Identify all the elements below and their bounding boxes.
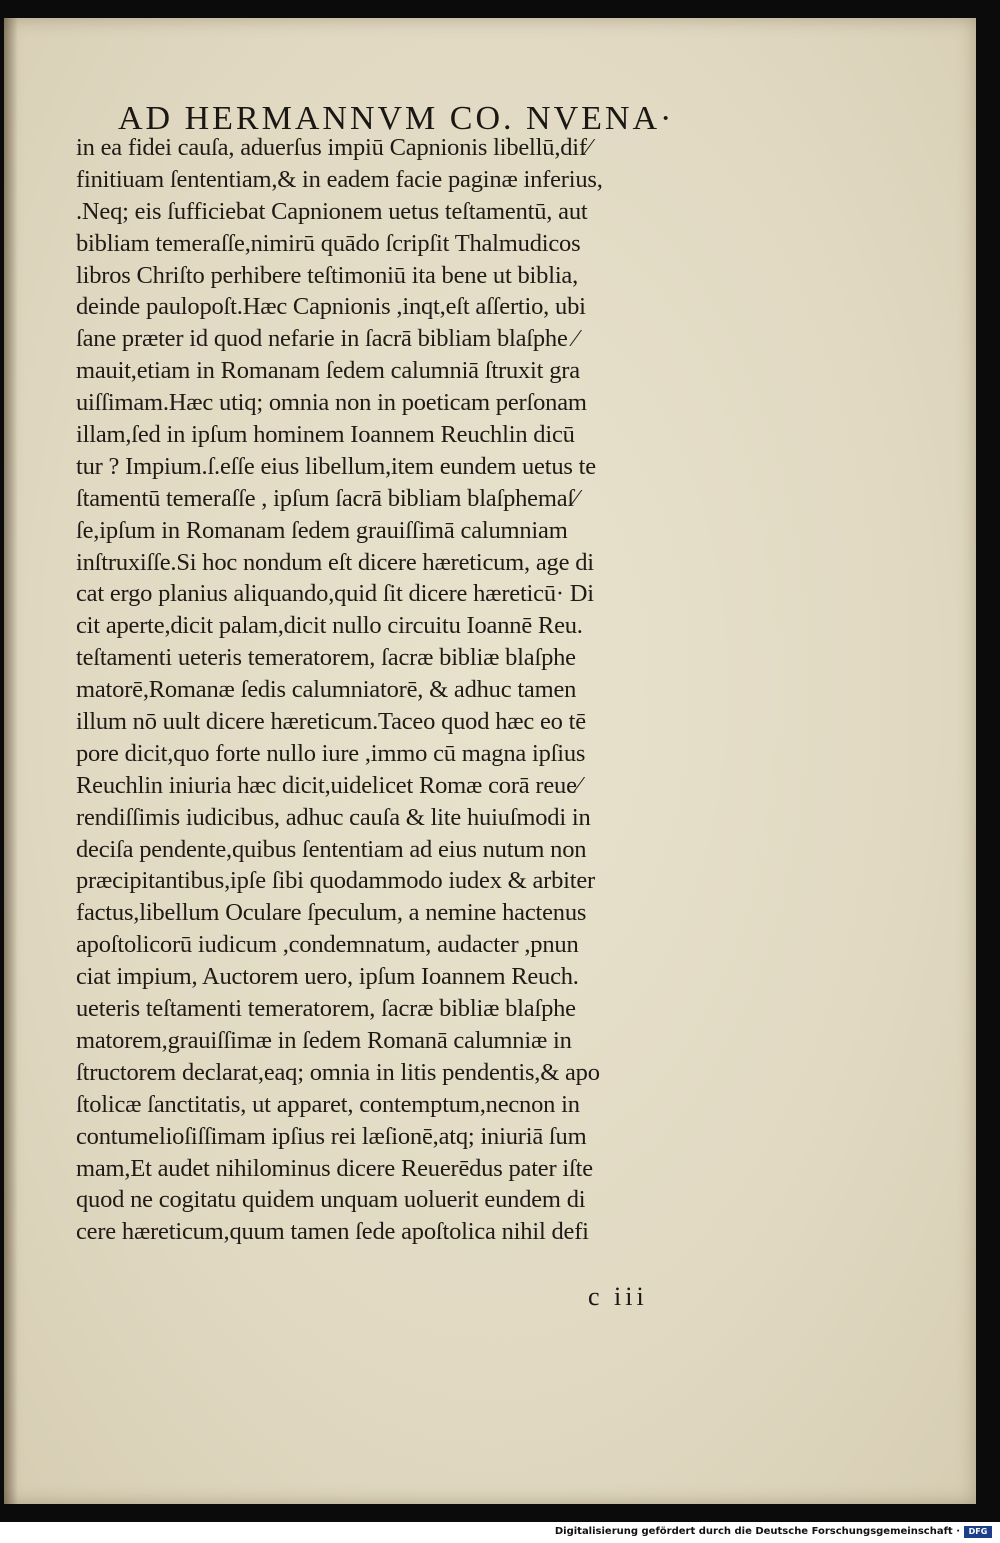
text-line: ciat impium, Auctorem uero, ipſum Ioannem Reuch. [76,963,579,991]
text-line: factus,libellum Oculare ſpeculum, a nemine hactenus [76,899,587,927]
text-line: præcipitantibus,ipſe ſibi quodammodo iudex & arbiter [76,867,595,895]
text-line: ſtructorem declarat,eaq; omnia in litis pendentis,& apo [76,1058,600,1086]
text-line: deinde paulopoſt.Hæc Capnionis ,inqt,eſt aſſertio, ubi [76,293,586,321]
text-line: cit aperte,dicit palam,dicit nullo circuitu Ioannē Reu. [76,612,583,640]
text-line: contumelioſiſſimam ipſius rei læſionē,atq; iniuriā ſum [76,1122,587,1150]
funding-note: Digitalisierung gefördert durch die Deutsche Forschungsgemeinschaft · [554,1526,960,1537]
text-line: tur ? Impium.ſ.eſſe eius libellum,item eundem uetus te [76,452,596,480]
signature-mark: c iii [588,1282,648,1311]
text-line: ſtamentū temeraſſe , ipſum ſacrā bibliam blaſphemaſ⁄ [76,484,578,512]
text-line: finitiuam ſententiam,& in eadem facie paginæ inferius, [76,165,603,193]
text-line: cere hæreticum,quum tamen ſede apoſtolica nihil defi [76,1218,589,1246]
text-line: deciſa pendente,quibus ſententiam ad eius nutum non [76,835,587,863]
text-line: mauit,etiam in Romanam ſedem calumniā ſtruxit gra [76,357,580,385]
text-line: teſtamenti ueteris temeratorem, ſacræ bibliæ blaſphe [76,644,576,672]
text-line: matorem,grauiſſimæ in ſedem Romanā calumniæ in [76,1026,572,1054]
text-line: quod ne cogitatu quidem unquam uoluerit eundem di [76,1186,586,1214]
body-text [76,132,716,1248]
text-line: libros Chriſto perhibere teſtimoniū ita bene ut biblia, [76,261,579,289]
text-line: cat ergo planius aliquando,quid ſit dicere hæreticū· Di [76,580,594,608]
text-line: illum nō uult dicere hæreticum.Taceo quod hæc eo tē [76,708,586,736]
text-line: rendiſſimis iudicibus, adhuc cauſa & lite huiuſmodi in [76,803,591,831]
dfg-logo-icon: DFG [964,1526,992,1538]
text-line: illam,ſed in ipſum hominem Ioannem Reuchlin dicū [76,421,575,449]
text-line: pore dicit,quo forte nullo iure ,immo cū magna ipſius [76,739,586,767]
text-line: matorē,Romanæ ſedis calumniatorē, & adhuc tamen [76,676,577,704]
text-line: in ea fidei cauſa, aduerſus impiū Capnionis libellū,dif⁄ [76,134,591,161]
text-line: ſtolicæ ſanctitatis, ut apparet, contemptum,necnon in [76,1090,580,1118]
text-line: bibliam temeraſſe,nimirū quādo ſcripſit Thalmudicos [76,229,581,257]
text-line: apoſtolicorū iudicum ,condemnatum, audacter ,pnun [76,931,579,959]
text-line: .Neq; eis ſufficiebat Capnionem uetus teſtamentū, aut [76,197,588,225]
running-head: AD HERMANNVM CO. NVENA· [118,100,675,137]
text-line: ſe,ipſum in Romanam ſedem grauiſſimā calumniam [76,516,568,544]
text-line: ſane præter id quod nefarie in ſacrā bibliam blaſphe ⁄ [76,325,578,353]
text-line: ueteris teſtamenti temeratorem, ſacræ bibliæ blaſphe [76,995,576,1023]
text-line: uiſſimam.Hæc utiq; omnia non in poeticam perſonam [76,389,587,417]
text-line: mam,Et audet nihilominus dicere Reuerēdus pater iſte [76,1154,593,1182]
text-line: inſtruxiſſe.Si hoc nondum eſt dicere hæreticum, age di [76,548,594,576]
text-line: Reuchlin iniuria hæc dicit,uidelicet Romæ corā reue⁄ [76,771,581,799]
